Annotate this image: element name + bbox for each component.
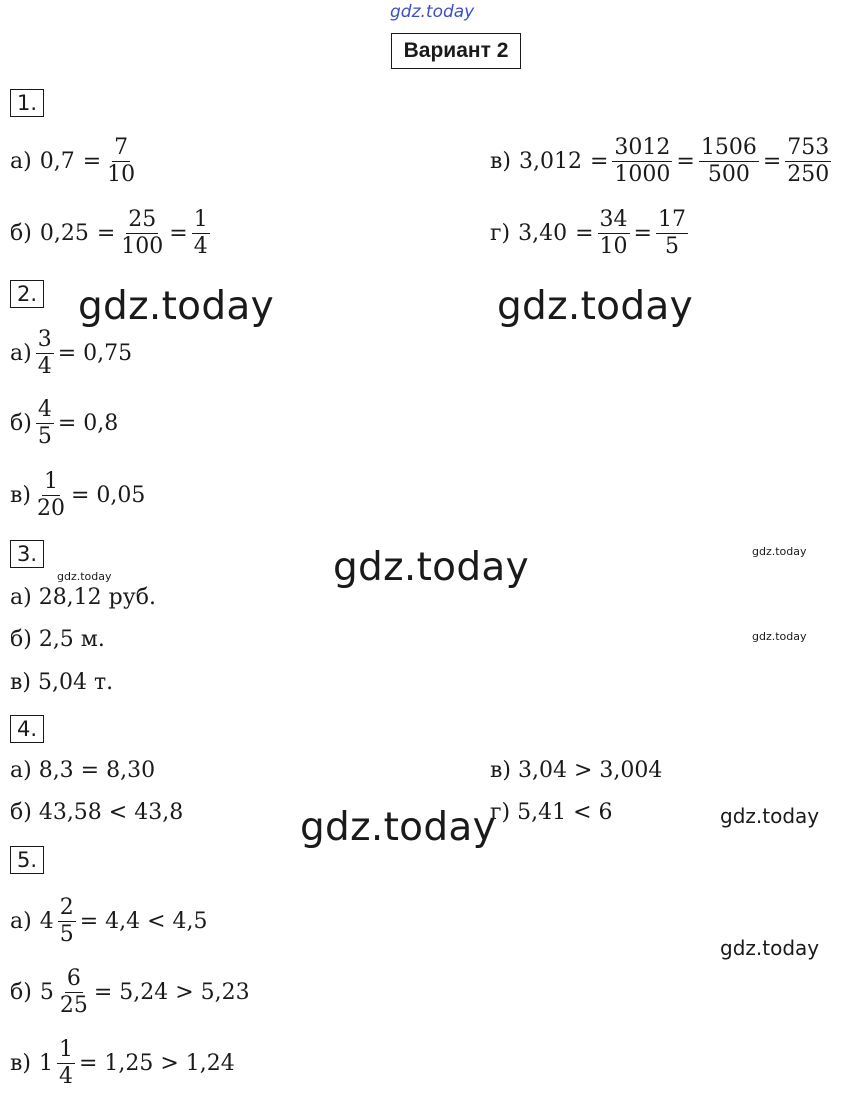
task-5b-rhs: = 5,24 > 5,23	[93, 979, 250, 1005]
fraction-numerator: 6	[66, 965, 81, 991]
task-2a-label: а)	[10, 340, 32, 366]
task-1g-lhs: 3,40	[518, 220, 568, 246]
top-watermark: gdz.today	[390, 2, 475, 22]
task-5b-fraction	[58, 966, 90, 1019]
task-2a-fraction	[36, 327, 54, 380]
task-2b-fraction	[36, 397, 54, 450]
task-1g-eq-2: =	[633, 220, 652, 246]
task-1v-label: в)	[490, 148, 511, 174]
watermark: gdz.today	[57, 570, 112, 583]
task-1b-eq-2: =	[169, 220, 188, 246]
task-1g-fraction-2	[656, 207, 688, 260]
fraction-numerator: 4	[37, 396, 52, 422]
fraction-denominator: 5	[59, 921, 74, 947]
task-5v	[10, 1030, 235, 1096]
fraction-numerator: 753	[787, 134, 830, 160]
task-1b-fraction-2	[192, 207, 210, 260]
fraction-numerator: 1506	[700, 134, 757, 160]
watermark: gdz.today	[752, 630, 807, 643]
watermark: gdz.today	[333, 545, 529, 590]
fraction-numerator: 1	[43, 468, 58, 494]
watermark: gdz.today	[78, 284, 274, 329]
fraction-numerator: 3012	[614, 134, 671, 160]
fraction-denominator: 250	[787, 161, 830, 187]
task-3v: в) 5,04 т.	[10, 670, 114, 695]
task-1v	[490, 128, 835, 194]
task-4-number: 4.	[10, 715, 44, 743]
fraction-denominator: 5	[37, 423, 52, 449]
fraction-denominator: 4	[193, 233, 208, 259]
task-1v-eq-3: =	[762, 148, 782, 174]
watermark: gdz.today	[300, 805, 496, 850]
task-2v-label: в)	[10, 482, 31, 508]
task-3a: а) 28,12 руб.	[10, 585, 156, 610]
fraction-denominator: 100	[121, 233, 164, 259]
fraction-denominator: 500	[707, 161, 750, 187]
task-1g-fraction-1	[598, 207, 630, 260]
task-1a-fraction	[105, 135, 137, 188]
task-1b-eq: =	[96, 220, 116, 246]
fraction-numerator: 1	[58, 1036, 73, 1062]
task-5a	[10, 888, 208, 954]
task-5a-label: а)	[10, 908, 32, 934]
task-5b	[10, 959, 250, 1025]
fraction-denominator: 25	[59, 992, 88, 1018]
fraction-denominator: 5	[664, 233, 679, 259]
task-1a-label: а)	[10, 148, 32, 174]
task-5v-rhs: = 1,25 > 1,24	[78, 1050, 235, 1076]
task-1a-eq: =	[82, 148, 102, 174]
task-4b: б) 43,58 < 43,8	[10, 800, 184, 825]
task-1b-fraction-1	[119, 207, 165, 260]
fraction-numerator: 34	[599, 206, 628, 232]
task-4g: г) 5,41 < 6	[490, 800, 613, 825]
task-2a-rhs: = 0,75	[57, 340, 133, 366]
task-2-number: 2.	[10, 280, 44, 308]
watermark: gdz.today	[497, 284, 693, 329]
fraction-denominator: 10	[107, 161, 136, 187]
task-1-number: 1.	[10, 89, 44, 117]
task-1v-eq: =	[589, 148, 609, 174]
fraction-numerator: 2	[59, 894, 74, 920]
fraction-denominator: 20	[36, 495, 65, 521]
task-2v-rhs: = 0,05	[70, 482, 146, 508]
task-2b-rhs: = 0,8	[57, 410, 119, 436]
fraction-denominator: 4	[37, 353, 52, 379]
variant-title: Вариант 2	[391, 33, 521, 69]
task-1v-fraction-1	[612, 135, 672, 188]
task-2v	[10, 462, 145, 528]
task-1g	[490, 200, 692, 266]
task-4v: в) 3,04 > 3,004	[490, 758, 663, 783]
task-5v-fraction	[57, 1037, 75, 1090]
task-1g-eq: =	[575, 220, 594, 246]
task-5a-fraction	[58, 895, 76, 948]
fraction-denominator: 10	[599, 233, 628, 259]
fraction-denominator: 1000	[614, 161, 671, 187]
task-3-number: 3.	[10, 540, 44, 568]
task-1v-lhs: 3,012	[518, 148, 582, 174]
task-5b-label: б)	[10, 979, 32, 1005]
task-4a: а) 8,3 = 8,30	[10, 758, 156, 783]
fraction-numerator: 1	[193, 206, 208, 232]
task-5v-whole: 1	[38, 1050, 53, 1076]
task-5a-rhs: = 4,4 < 4,5	[79, 908, 208, 934]
fraction-numerator: 3	[37, 326, 52, 352]
task-1a-lhs: 0,7	[39, 148, 75, 174]
task-1v-fraction-3	[785, 135, 831, 188]
task-2a	[10, 320, 132, 386]
fraction-numerator: 25	[128, 206, 157, 232]
task-2b	[10, 390, 118, 456]
task-1b-label: б)	[10, 220, 32, 246]
watermark: gdz.today	[720, 936, 820, 960]
watermark: gdz.today	[720, 804, 820, 828]
task-1b-lhs: 0,25	[39, 220, 89, 246]
task-1v-fraction-2	[699, 135, 759, 188]
task-5-number: 5.	[10, 846, 44, 874]
task-1g-label: г)	[490, 220, 511, 246]
fraction-denominator: 4	[58, 1063, 73, 1089]
task-2b-label: б)	[10, 410, 32, 436]
task-5b-whole: 5	[39, 979, 54, 1005]
task-1a	[10, 128, 141, 194]
task-3b: б) 2,5 м.	[10, 627, 105, 652]
task-5v-label: в)	[10, 1050, 31, 1076]
task-2v-fraction	[35, 469, 67, 522]
fraction-numerator: 7	[114, 134, 129, 160]
watermark: gdz.today	[752, 545, 807, 558]
task-5a-whole: 4	[39, 908, 54, 934]
task-1b	[10, 200, 214, 266]
task-1v-eq-2: =	[676, 148, 695, 174]
fraction-numerator: 17	[657, 206, 686, 232]
